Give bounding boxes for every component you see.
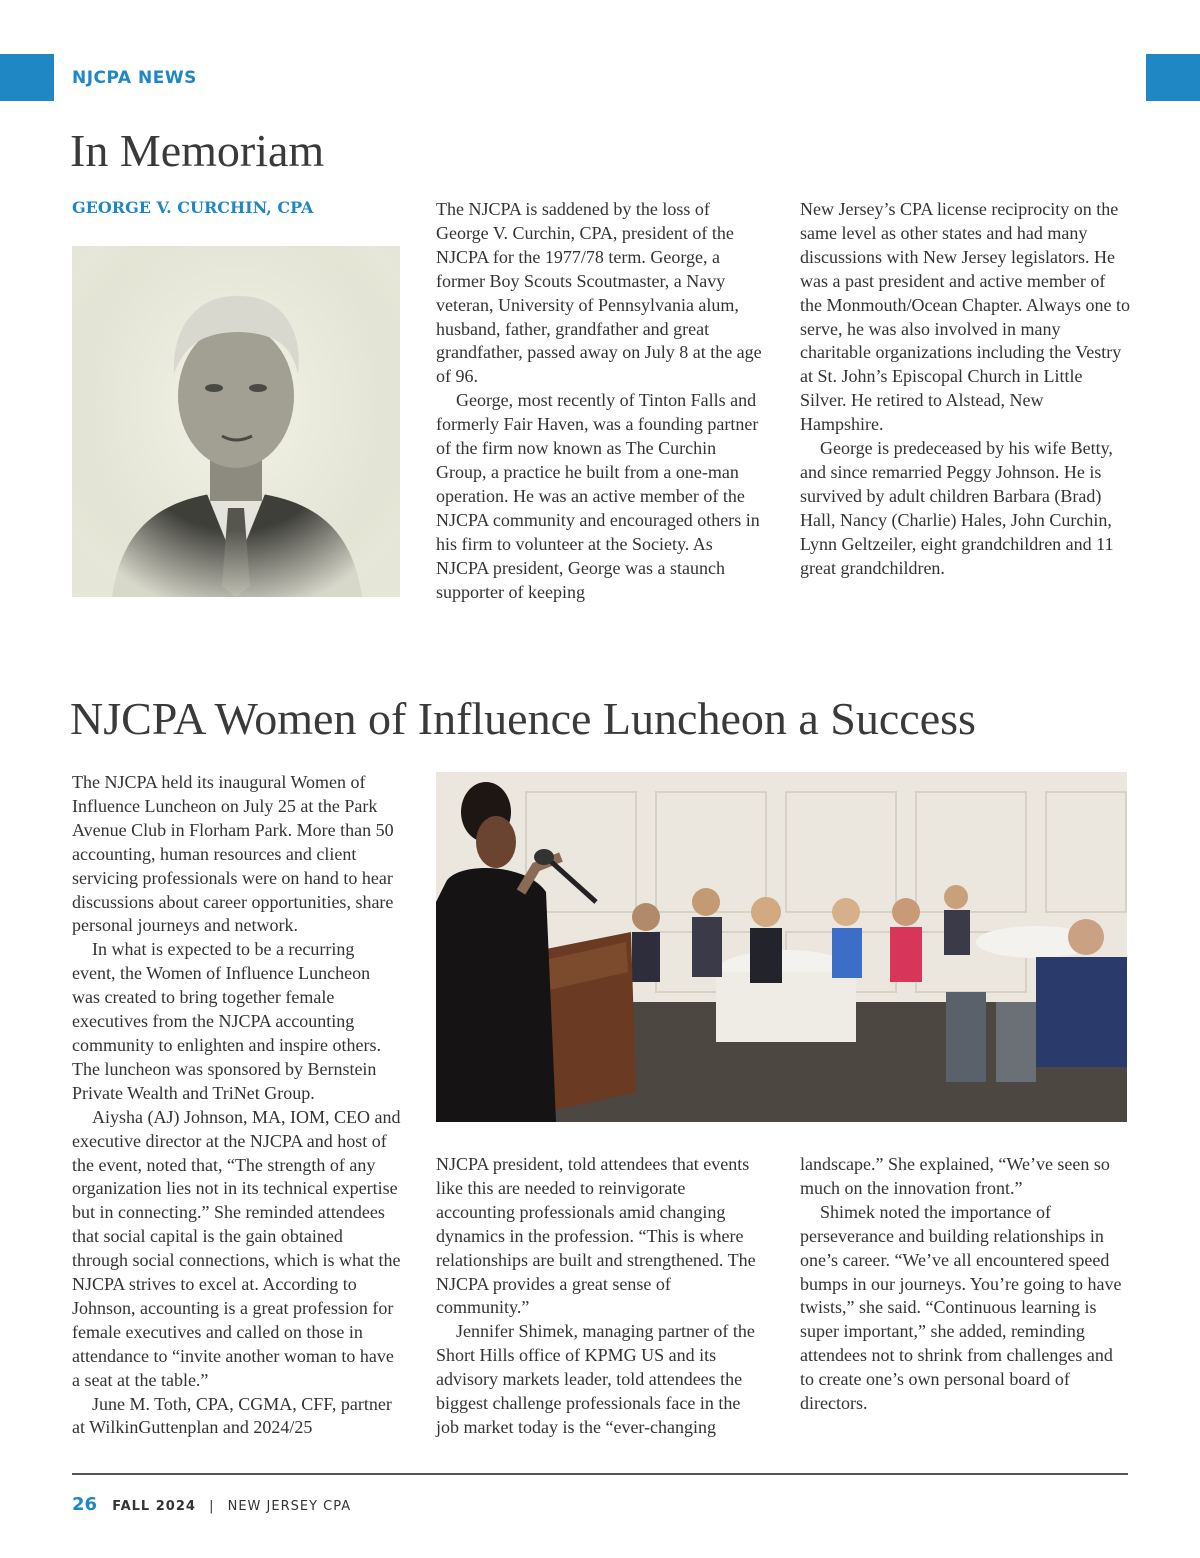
portrait-illustration	[72, 246, 400, 597]
memoriam-column-3	[800, 198, 1130, 581]
memoriam-paragraph: New Jersey’s CPA license reciprocity on the same level as other states and had many discussions with New Jersey legislators. He was a past president and active member of the Monmouth/Ocean Chapter. Always one to serve, he was also involved in many charitable organizations including the Vestry at St. John’s Episcopal Church in Little Silver. He retired to Alstead, New Hampshire.	[800, 199, 1130, 435]
luncheon-photo-illustration	[436, 772, 1127, 1122]
header-tab-left	[0, 54, 54, 101]
luncheon-column-1	[72, 771, 402, 1440]
memoriam-paragraph: The NJCPA is saddened by the loss of George V. Curchin, CPA, president of the NJCPA for the 1977/78 term. George, a former Boy Scouts Scoutmaster, a Navy veteran, University of Pennsylvania alum, husband, father, grandfather and great grandfather, passed away on July 8 at the age of 96.	[436, 199, 762, 387]
luncheon-paragraph: landscape.” She explained, “We’ve seen so much on the innovation front.”	[800, 1154, 1110, 1198]
publication-name: NEW JERSEY CPA	[227, 1499, 352, 1514]
header-tab-right	[1146, 54, 1200, 101]
memoriam-title: In Memoriam	[70, 125, 325, 176]
memoriam-paragraph: George, most recently of Tinton Falls and formerly Fair Haven, was a founding partner of the firm now known as The Curchin Group, a practice he built from a one-man operation. He was an active member of the NJCPA community and encouraged others in his firm to volunteer at the Society. As NJCPA president, George was a staunch supporter of keeping	[436, 390, 760, 602]
page-number: 26	[72, 1494, 98, 1515]
memoriam-subject: GEORGE V. CURCHIN, CPA	[72, 198, 314, 217]
luncheon-photo	[436, 772, 1127, 1122]
footer-separator: |	[209, 1499, 215, 1514]
footer-divider	[72, 1473, 1128, 1475]
luncheon-paragraph: The NJCPA held its inaugural Women of Influence Luncheon on July 25 at the Park Avenue Club in Florham Park. More than 50 accounting, human resources and client servicing professionals were on hand to hear discussions about career opportunities, share personal journeys and network.	[72, 772, 394, 936]
luncheon-paragraph: June M. Toth, CPA, CGMA, CFF, partner at WilkinGuttenplan and 2024/25	[72, 1393, 392, 1438]
luncheon-paragraph: Shimek noted the importance of perseverance and building relationships in one’s career. “We’ve all encountered speed bumps in our journeys. You’re going to have twists,” she said. “Continuous learning is super important,” she added, reminding attendees not to shrink from challenges and to create one’s own personal board of directors.	[800, 1201, 1122, 1414]
luncheon-column-2	[436, 1153, 766, 1440]
luncheon-paragraph: NJCPA president, told attendees that events like this are needed to reinvigorate accounting professionals amid changing dynamics in the profession. “This is where relationships are built and strengthened. The NJCPA provides a great sense of community.”	[436, 1154, 756, 1318]
portrait-photo	[72, 246, 400, 597]
luncheon-column-3	[800, 1153, 1130, 1416]
memoriam-paragraph: George is predeceased by his wife Betty, and since remarried Peggy Johnson. He is survived by adult children Barbara (Brad) Hall, Nancy (Charlie) Hales, John Curchin, Lynn Geltzeiler, eight grandchildren and 11 great grandchildren.	[800, 438, 1114, 578]
footer	[72, 1494, 351, 1515]
section-label: NJCPA NEWS	[72, 68, 197, 88]
luncheon-paragraph: In what is expected to be a recurring event, the Women of Influence Luncheon was created to bring together female executives from the NJCPA accounting community to enlighten and inspire others. The luncheon was sponsored by Bernstein Private Wealth and TriNet Group.	[72, 939, 381, 1103]
luncheon-paragraph: Jennifer Shimek, managing partner of the Short Hills office of KPMG US and its advisory markets leader, told attendees the biggest challenge professionals face in the job market today is the “ever-changing	[436, 1321, 755, 1437]
issue-season: FALL 2024	[112, 1499, 196, 1514]
memoriam-column-2	[436, 198, 766, 604]
luncheon-paragraph: Aiysha (AJ) Johnson, MA, IOM, CEO and executive director at the NJCPA and host of the event, noted that, “The strength of any organization lies not in its technical expertise but in connecting.” She reminded attendees that social capital is the gain obtained through social connections, which is what the NJCPA strives to excel at. According to Johnson, accounting is a great profession for female executives and called on those in attendance to “invite another woman to have a seat at the table.”	[72, 1106, 401, 1390]
luncheon-title: NJCPA Women of Influence Luncheon a Success	[70, 693, 976, 744]
